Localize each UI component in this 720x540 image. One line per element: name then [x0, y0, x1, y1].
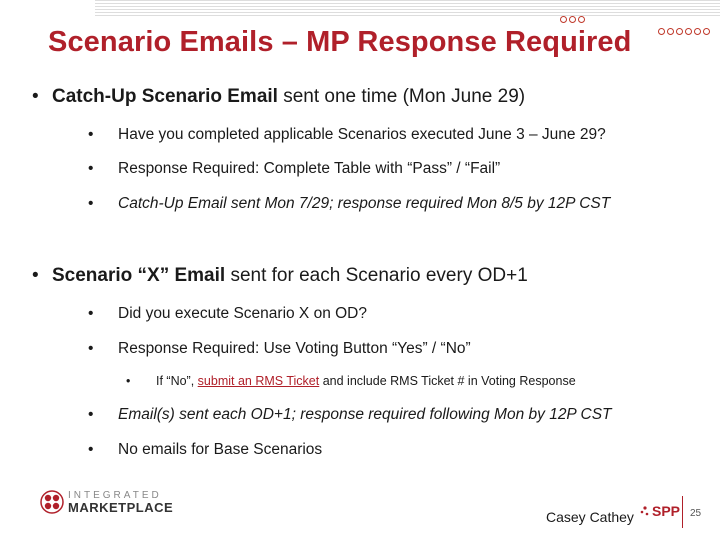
section1-item — [88, 195, 610, 213]
section2-sub-item — [126, 374, 576, 388]
section1-item — [88, 160, 500, 178]
section1-item — [88, 126, 606, 144]
section2-heading-rest: sent for each Scenario every OD+1 — [225, 265, 528, 286]
bullet-icon: • — [88, 195, 94, 212]
bullet-icon: • — [88, 340, 94, 357]
bullet-icon: • — [32, 86, 39, 107]
rms-ticket-link[interactable]: submit an RMS Ticket — [197, 374, 320, 388]
section1-heading-bold: Catch-Up Scenario Email — [52, 86, 278, 107]
integrated-marketplace-logo — [40, 490, 173, 514]
spp-logo-text: SPP — [652, 503, 681, 519]
sub-item-prefix: If “No”, — [156, 374, 198, 388]
slide-title: Scenario Emails – MP Response Required — [48, 26, 632, 58]
bullet-icon: • — [88, 126, 94, 143]
bullet-icon: • — [88, 160, 94, 177]
section1-item-text: Response Required: Complete Table with “Pass” / “Fail” — [118, 160, 501, 177]
section2-heading-bold: Scenario “X” Email — [52, 265, 226, 286]
section2-item-text: Email(s) sent each OD+1; response required following Mon by 12P CST — [118, 406, 612, 423]
bullet-icon: • — [126, 374, 131, 388]
section2-item-text: Response Required: Use Voting Button “Yes” / “No” — [118, 340, 471, 357]
spp-swoosh-icon — [640, 504, 650, 518]
section2-item — [88, 340, 471, 358]
presenter-name: Casey Cathey — [546, 509, 634, 525]
bullet-icon: • — [32, 265, 39, 286]
section2-item — [88, 305, 367, 323]
bullet-icon: • — [88, 305, 94, 322]
section2-item-text: No emails for Base Scenarios — [118, 441, 323, 458]
sub-item-suffix: and include RMS Ticket # in Voting Response — [319, 374, 576, 388]
decorative-dots-right — [658, 26, 710, 36]
section2-item — [88, 441, 322, 459]
logo-line1: INTEGRATED — [68, 489, 162, 501]
section2-heading — [32, 265, 528, 287]
header-stripe-band — [95, 0, 720, 16]
section1-item-text: Catch-Up Email sent Mon 7/29; response required Mon 8/5 by 12P CST — [118, 195, 611, 212]
marketplace-emblem-icon — [40, 490, 64, 514]
spp-logo — [640, 503, 680, 519]
section1-heading-rest: sent one time (Mon June 29) — [277, 86, 526, 107]
section2-item — [88, 406, 612, 424]
section2-item-text: Did you execute Scenario X on OD? — [118, 305, 367, 322]
bullet-icon: • — [88, 441, 94, 458]
bullet-icon: • — [88, 406, 94, 423]
section1-item-text: Have you completed applicable Scenarios executed June 3 – June 29? — [118, 126, 606, 143]
footer-divider — [682, 496, 683, 528]
decorative-dots-top — [560, 14, 585, 24]
section1-heading — [32, 86, 525, 108]
page-number: 25 — [690, 508, 702, 519]
logo-line2: MARKETPLACE — [68, 499, 174, 515]
